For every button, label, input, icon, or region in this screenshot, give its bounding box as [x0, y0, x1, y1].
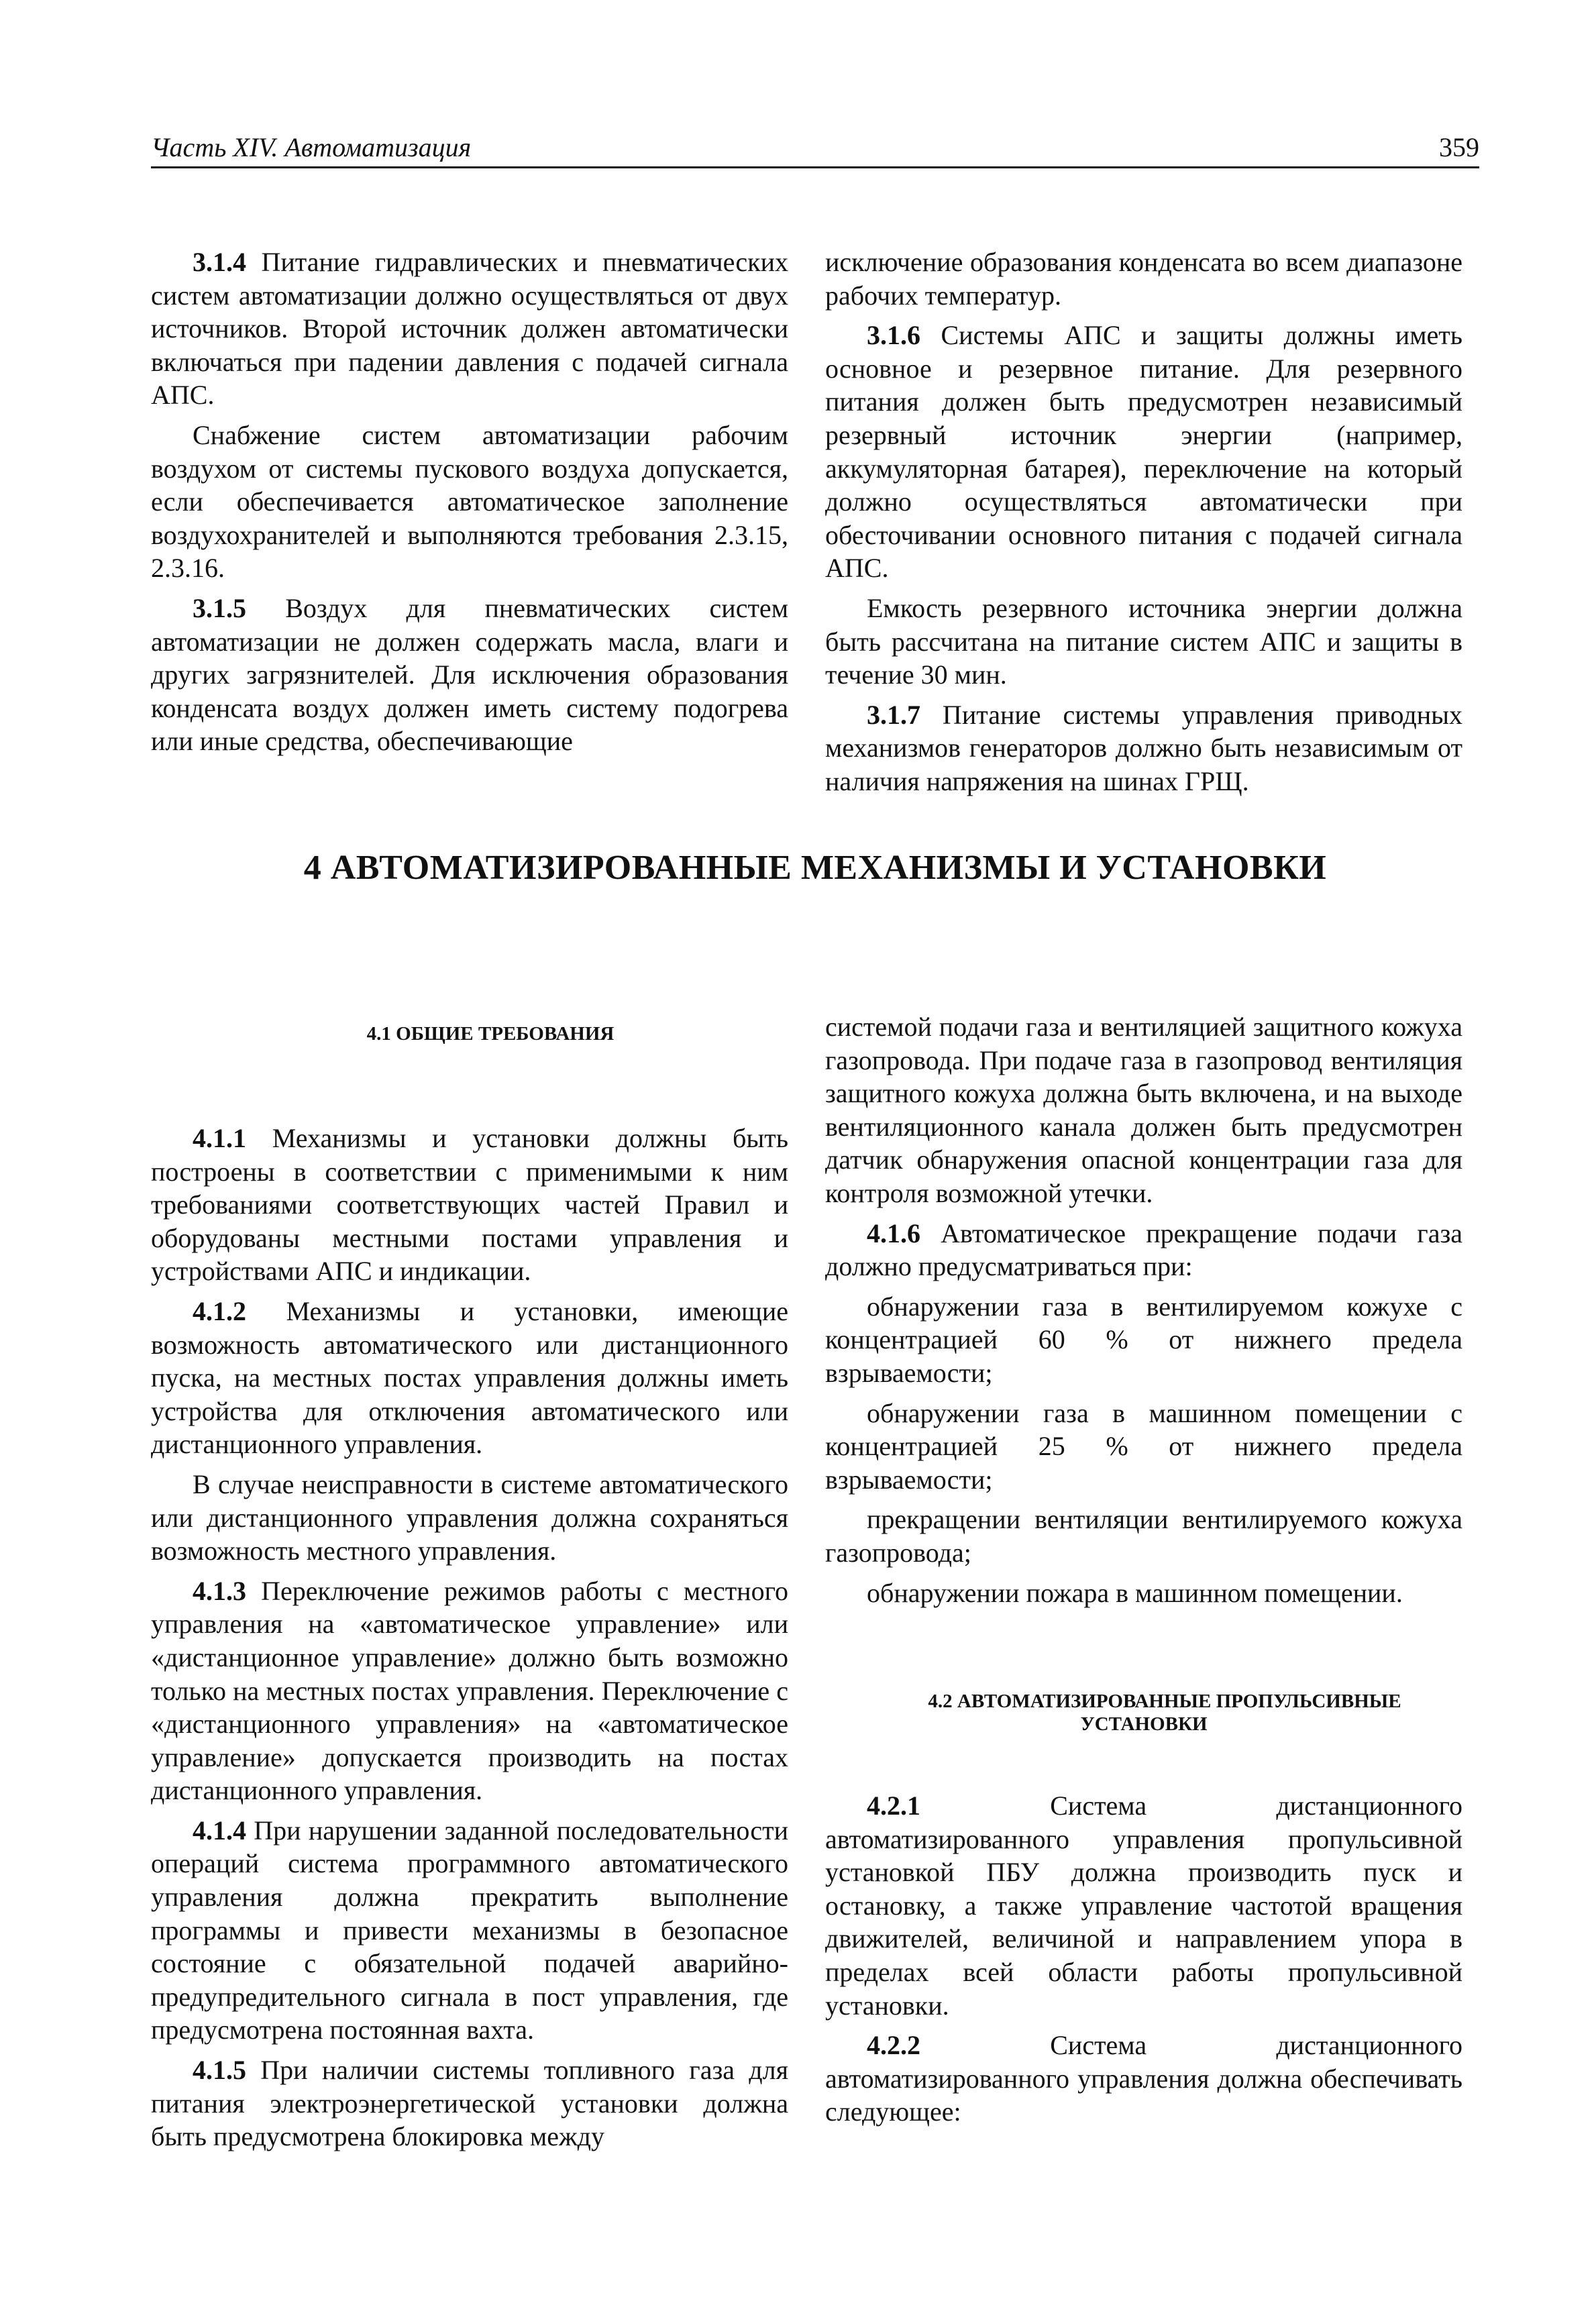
paragraph-4-1-6 — [825, 1217, 1462, 1283]
page-header — [151, 131, 1479, 168]
bottom-left-column — [151, 1022, 788, 2153]
paragraph-text: Механизмы и установки, имеющие возможность автоматического или дистанционного пуска, на местных постах управления должны иметь устройства для отключения автоматического или дистанционного управления. — [151, 1295, 788, 1460]
clause-number: 3.1.4 — [193, 247, 246, 277]
paragraph-text: Автоматическое прекращение подачи газа должно предусматриваться при: — [825, 1218, 1462, 1282]
clause-number: 4.2.2 — [867, 2030, 920, 2061]
paragraph-4-1-5 — [151, 2053, 788, 2153]
bottom-right-column — [825, 1010, 1462, 2129]
clause-number: 4.1.3 — [193, 1575, 246, 1606]
paragraph-3-1-6 — [825, 319, 1462, 585]
list-item: обнаружении газа в вентилируемом кожухе с концентрацией 60 % от нижнего предела взрываемости; — [825, 1291, 1462, 1388]
clause-number: 4.1.6 — [867, 1218, 920, 1248]
paragraph-malfunction: В случае неисправности в системе автоматического или дистанционного управления должна сохраняться возможность местного управления. — [151, 1468, 788, 1566]
paragraph-4-2-1 — [825, 1789, 1462, 2022]
clause-number: 3.1.5 — [193, 592, 246, 623]
paragraph-4-1-2 — [151, 1295, 788, 1461]
paragraph-4-1-3 — [151, 1574, 788, 1807]
running-title: Часть XIV. Автоматизация — [151, 132, 472, 162]
paragraph-text: Воздух для пневматических систем автоматизации не должен содержать масла, влаги и других загрязнителей. Для исключения образования конденсата воздух должен иметь систему подогрева или иные средства, обеспечивающие — [151, 592, 788, 757]
paragraph-text: Питание гидравлических и пневматических систем автоматизации должно осуществляться от двух источников. Второй источник должен автоматически включаться при падении давления с подачей сигнала АПС. — [151, 247, 788, 411]
clause-number: 4.1.4 — [193, 1815, 246, 1846]
paragraph-3-1-5 — [151, 592, 788, 758]
clause-number: 4.2.1 — [867, 1791, 920, 1821]
section-title-4-2: 4.2 АВТОМАТИЗИРОВАННЫЕ ПРОПУЛЬСИВНЫЕ УСТАНОВКИ — [928, 1691, 1401, 1735]
paragraph-air-supply: Снабжение систем автоматизации рабочим воздухом от системы пускового воздуха допускается, если обеспечивается автоматическое заполнение воздухохранителей и выполняются требования 2.3.15, 2.3.16. — [151, 419, 788, 584]
section-title-4-1: 4.1 ОБЩИЕ ТРЕБОВАНИЯ — [366, 1023, 615, 1045]
paragraph-4-2-2 — [825, 2029, 1462, 2129]
paragraph-3-1-4 — [151, 246, 788, 412]
paragraph-4-1-4 — [151, 1814, 788, 2047]
top-left-column — [151, 246, 788, 758]
paragraph-battery-capacity: Емкость резервного источника энергии должна быть рассчитана на питание систем АПС и защиты в течение 30 мин. — [825, 592, 1462, 690]
clause-number: 4.1.5 — [193, 2055, 246, 2086]
paragraph-text: Питание системы управления приводных механизмов генераторов должно быть независимым от наличия напряжения на шинах ГРЩ. — [825, 699, 1462, 796]
paragraph-text: Система дистанционного автоматизированного управления должна обеспечивать следующее: — [825, 2030, 1462, 2127]
paragraph-text: Механизмы и установки должны быть построены в соответствии с применимыми к ним требованиями соответствующих частей Правил и оборудованы местными постами управления и устройствами АПС и индикации. — [151, 1123, 788, 1287]
paragraph-text: Переключение режимов работы с местного управления на «автоматическое управление» или «дистанционное управление» должно быть возможно только на местных постах управления. Переключение с «дистанционного управления» на «автоматическое управление» допускается производить на постах дистанционного управления. — [151, 1575, 788, 1806]
list-item: прекращении вентиляции вентилируемого кожуха газопровода; — [825, 1504, 1462, 1568]
clause-number: 3.1.6 — [867, 320, 920, 351]
paragraph-4-1-1 — [151, 1122, 788, 1288]
paragraph-text: Система дистанционного автоматизированного управления пропульсивной установкой ПБУ должна производить пуск и остановку, а также управление частотой вращения движителей, величиной и направлением упора в пределах всей области работы пропульсивной установки. — [825, 1791, 1462, 2021]
clause-number: 4.1.1 — [193, 1123, 246, 1153]
paragraph-text: При нарушении заданной последовательности операций система программного автоматического управления должна прекратить выполнение программы и привести механизмы в безопасное состояние с обязательной подачей аварийно-предупредительного сигнала в пост управления, где предусмотрена постоянная вахта. — [151, 1815, 788, 2045]
paragraph-3-1-7 — [825, 698, 1462, 798]
page-number: 359 — [1439, 132, 1479, 162]
paragraph-text: Системы АПС и защиты должны иметь основное и резервное питание. Для резервного питания должен быть предусмотрен независимый резервный источник энергии (например, аккумуляторная батарея), переключение на который должно осуществляться автоматически при обесточивании основного питания с подачей сигнала АПС. — [825, 320, 1462, 584]
paragraph-text: При наличии системы топливного газа для питания электроэнергетической установки должна быть предусмотрена блокировка между — [151, 2055, 788, 2152]
clause-number: 3.1.7 — [867, 699, 920, 730]
paragraph-continuation: системой подачи газа и вентиляцией защитного кожуха газопровода. При подаче газа в газопровод вентиляция защитного кожуха должна быть включена, и на выходе вентиляционного канала должен быть предусмотрен датчик обнаружения опасной концентрации газа для контроля возможной утечки. — [825, 1012, 1462, 1208]
clause-number: 4.1.2 — [193, 1295, 246, 1326]
top-right-column — [825, 246, 1462, 798]
chapter-title: 4 АВТОМАТИЗИРОВАННЫЕ МЕХАНИЗМЫ И УСТАНОВКИ — [303, 849, 1327, 887]
list-item: обнаружении газа в машинном помещении с концентрацией 25 % от нижнего предела взрываемости; — [825, 1397, 1462, 1495]
list-item: обнаружении пожара в машинном помещении. — [867, 1577, 1403, 1608]
paragraph-continuation: исключение образования конденсата во всем диапазоне рабочих температур. — [825, 247, 1462, 311]
